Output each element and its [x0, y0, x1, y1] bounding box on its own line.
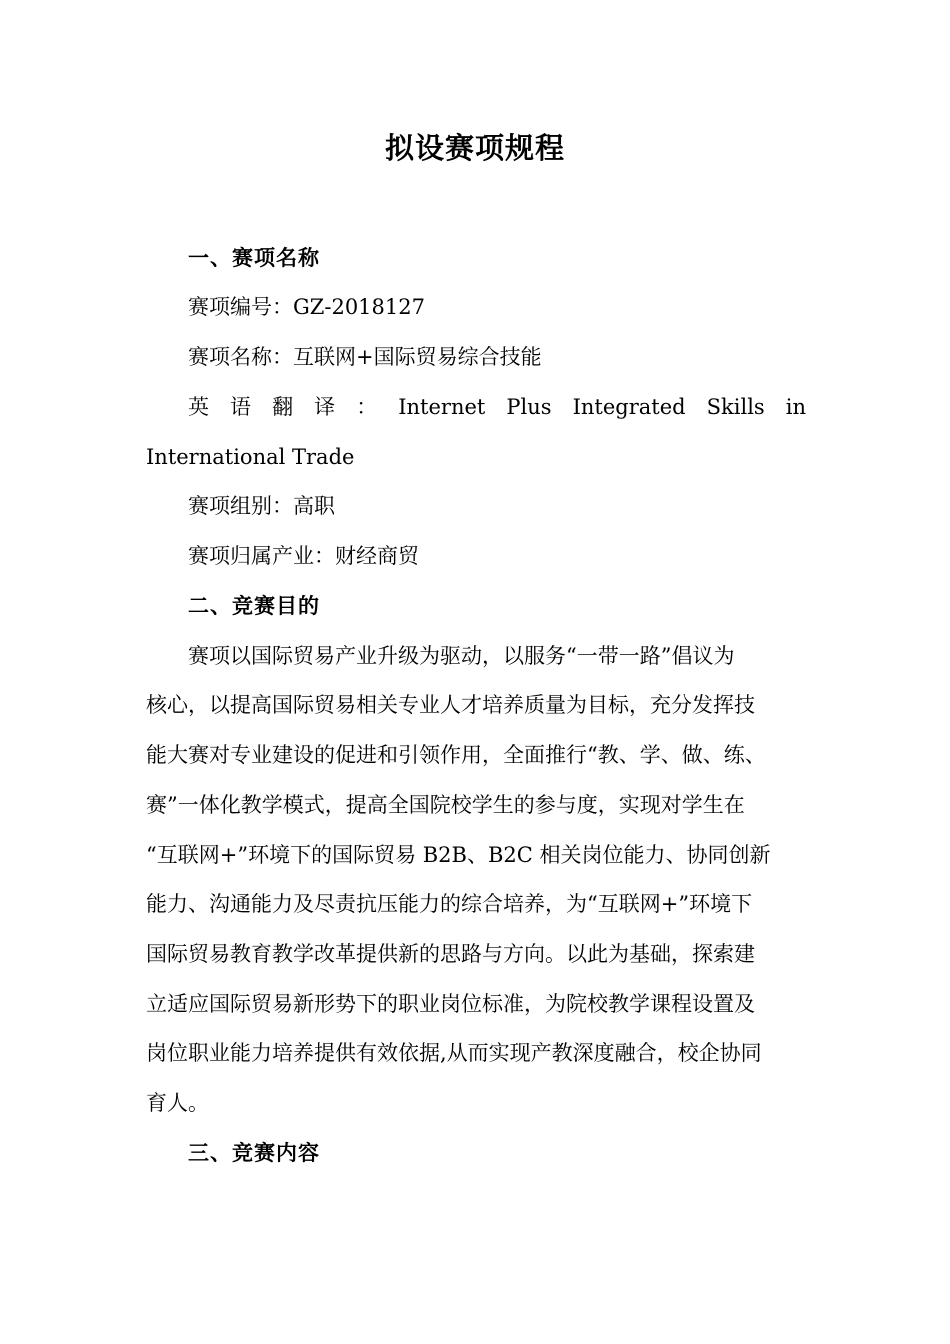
- paragraph-line: 能力、沟通能力及尽责抗压能力的综合培养，为“互联网+”环境下: [146, 892, 753, 916]
- paragraph-line: 赛”一体化教学模式，提高全国院校学生的参与度，实现对学生在: [146, 793, 745, 817]
- english-word: 语: [230, 395, 252, 419]
- paragraph-line: 国际贸易教育教学改革提供新的思路与方向。以此为基础，探索建: [146, 942, 755, 966]
- section1-heading: 一、赛项名称: [188, 246, 320, 270]
- section3-heading: 三、竞赛内容: [188, 1141, 320, 1165]
- english-word: 翻: [272, 395, 294, 419]
- english-word: Plus: [506, 395, 552, 419]
- paragraph-line: “互联网+”环境下的国际贸易 B2B、B2C 相关岗位能力、协同创新: [146, 843, 771, 867]
- english-word: Internet: [398, 395, 486, 419]
- english-word: 英: [188, 395, 209, 419]
- section2-heading: 二、竞赛目的: [188, 594, 320, 618]
- competition-name: 赛项名称：互联网+国际贸易综合技能: [188, 345, 542, 369]
- competition-code: 赛项编号：GZ-2018127: [188, 295, 425, 319]
- document-title: 拟设赛项规程: [384, 131, 565, 165]
- paragraph-line: 育人。: [146, 1091, 209, 1115]
- paragraph-line: 能大赛对专业建设的促进和引领作用，全面推行“教、学、做、练、: [146, 743, 766, 767]
- paragraph-line: 岗位职业能力培养提供有效依据,从而实现产教深度融合，校企协同: [146, 1041, 762, 1065]
- competition-group: 赛项组别：高职: [188, 494, 335, 518]
- english-word: in: [785, 395, 806, 419]
- english-word: ：: [356, 395, 378, 419]
- english-translation-cont: International Trade: [146, 445, 355, 469]
- english-word: Skills: [706, 395, 765, 419]
- paragraph-line: 赛项以国际贸易产业升级为驱动，以服务“一带一路”倡议为: [188, 644, 735, 668]
- paragraph-line: 核心，以提高国际贸易相关专业人才培养质量为目标，充分发挥技: [146, 693, 755, 717]
- competition-industry: 赛项归属产业：财经商贸: [188, 544, 419, 568]
- paragraph-line: 立适应国际贸易新形势下的职业岗位标准，为院校教学课程设置及: [146, 992, 755, 1016]
- english-word: Integrated: [572, 395, 686, 419]
- english-translation-line: [188, 392, 806, 422]
- english-word: 译: [314, 395, 336, 419]
